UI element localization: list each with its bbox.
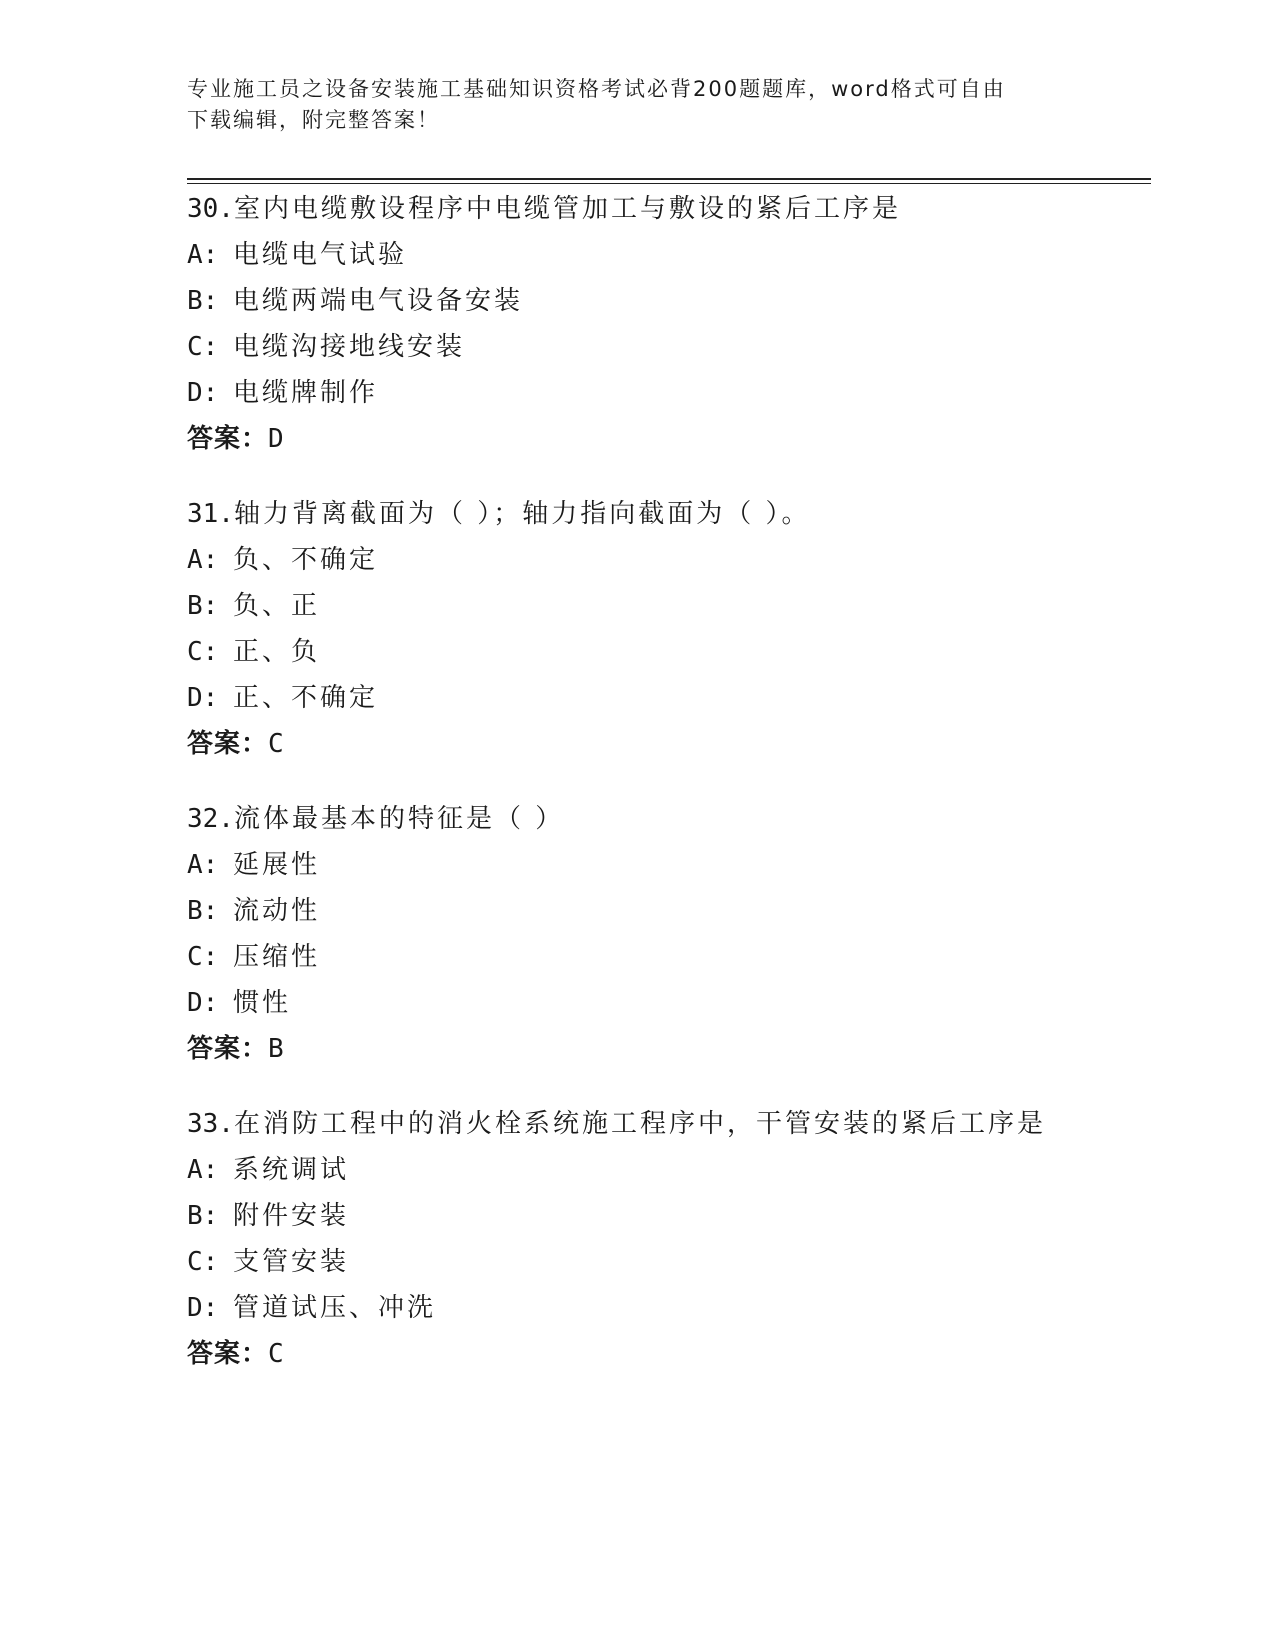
question-block xyxy=(187,491,1137,767)
option-text: 延展性 xyxy=(233,850,321,880)
answer-label: 答案： xyxy=(187,1339,269,1369)
option-text: 负、不确定 xyxy=(233,545,379,575)
option-b xyxy=(187,583,1137,629)
question-stem xyxy=(187,1101,1137,1147)
answer-line xyxy=(187,1026,1137,1072)
option-key: D: xyxy=(187,1293,219,1323)
question-stem xyxy=(187,796,1137,842)
answer-value: B xyxy=(268,1034,284,1064)
option-text: 管道试压、冲洗 xyxy=(233,1293,437,1323)
option-b xyxy=(187,1193,1137,1239)
question-number: 33. xyxy=(187,1109,234,1139)
option-key: A: xyxy=(187,240,219,270)
question-number: 31. xyxy=(187,499,234,529)
answer-value: C xyxy=(268,1339,284,1369)
answer-label: 答案： xyxy=(187,424,269,454)
question-text: 轴力背离截面为（ ）；轴力指向截面为（ ）。 xyxy=(233,499,811,529)
option-key: B: xyxy=(187,896,219,926)
question-block xyxy=(187,186,1137,462)
question-number: 30. xyxy=(187,194,234,224)
option-key: D: xyxy=(187,683,219,713)
option-d xyxy=(187,1285,1137,1331)
option-a xyxy=(187,842,1137,888)
option-text: 负、正 xyxy=(233,591,321,621)
question-text: 在消防工程中的消火栓系统施工程序中，干管安装的紧后工序是 xyxy=(233,1109,1046,1139)
option-text: 压缩性 xyxy=(233,942,321,972)
question-text: 室内电缆敷设程序中电缆管加工与敷设的紧后工序是 xyxy=(233,194,901,224)
answer-line xyxy=(187,416,1137,462)
option-a xyxy=(187,537,1137,583)
option-c xyxy=(187,629,1137,675)
option-key: B: xyxy=(187,591,219,621)
header-line-2: 下载编辑，附完整答案！ xyxy=(187,108,440,132)
header-divider-thick xyxy=(187,178,1151,180)
question-block xyxy=(187,1101,1137,1377)
answer-label: 答案： xyxy=(187,1034,269,1064)
answer-label: 答案： xyxy=(187,729,269,759)
answer-value: D xyxy=(268,424,284,454)
answer-value: C xyxy=(268,729,284,759)
option-key: D: xyxy=(187,988,219,1018)
question-stem xyxy=(187,186,1137,232)
answer-line xyxy=(187,1331,1137,1377)
question-block xyxy=(187,796,1137,1072)
question-text: 流体最基本的特征是（ ） xyxy=(233,804,565,834)
option-text: 电缆沟接地线安装 xyxy=(233,332,466,362)
header-divider-thin xyxy=(187,183,1151,184)
option-text: 电缆电气试验 xyxy=(233,240,408,270)
option-key: C: xyxy=(187,637,219,667)
option-text: 流动性 xyxy=(233,896,321,926)
option-text: 系统调试 xyxy=(233,1155,350,1185)
answer-line xyxy=(187,721,1137,767)
option-d xyxy=(187,980,1137,1026)
option-d xyxy=(187,370,1137,416)
option-key: C: xyxy=(187,332,219,362)
header-line-1: 专业施工员之设备安装施工基础知识资格考试必背200题题库，word格式可自由 xyxy=(187,77,1006,101)
option-key: A: xyxy=(187,1155,219,1185)
option-text: 惯性 xyxy=(233,988,292,1018)
option-c xyxy=(187,1239,1137,1285)
option-key: A: xyxy=(187,850,219,880)
option-text: 电缆牌制作 xyxy=(233,378,379,408)
option-a xyxy=(187,1147,1137,1193)
option-key: C: xyxy=(187,942,219,972)
option-text: 附件安装 xyxy=(233,1201,350,1231)
option-d xyxy=(187,675,1137,721)
option-key: B: xyxy=(187,1201,219,1231)
option-text: 电缆两端电气设备安装 xyxy=(233,286,524,316)
option-b xyxy=(187,888,1137,934)
option-a xyxy=(187,232,1137,278)
question-stem xyxy=(187,491,1137,537)
option-c xyxy=(187,934,1137,980)
option-text: 正、不确定 xyxy=(233,683,379,713)
option-c xyxy=(187,324,1137,370)
option-key: B: xyxy=(187,286,219,316)
option-text: 支管安装 xyxy=(233,1247,350,1277)
document-header xyxy=(187,74,1067,136)
option-text: 正、负 xyxy=(233,637,321,667)
option-key: A: xyxy=(187,545,219,575)
question-number: 32. xyxy=(187,804,234,834)
option-key: D: xyxy=(187,378,219,408)
option-key: C: xyxy=(187,1247,219,1277)
option-b xyxy=(187,278,1137,324)
